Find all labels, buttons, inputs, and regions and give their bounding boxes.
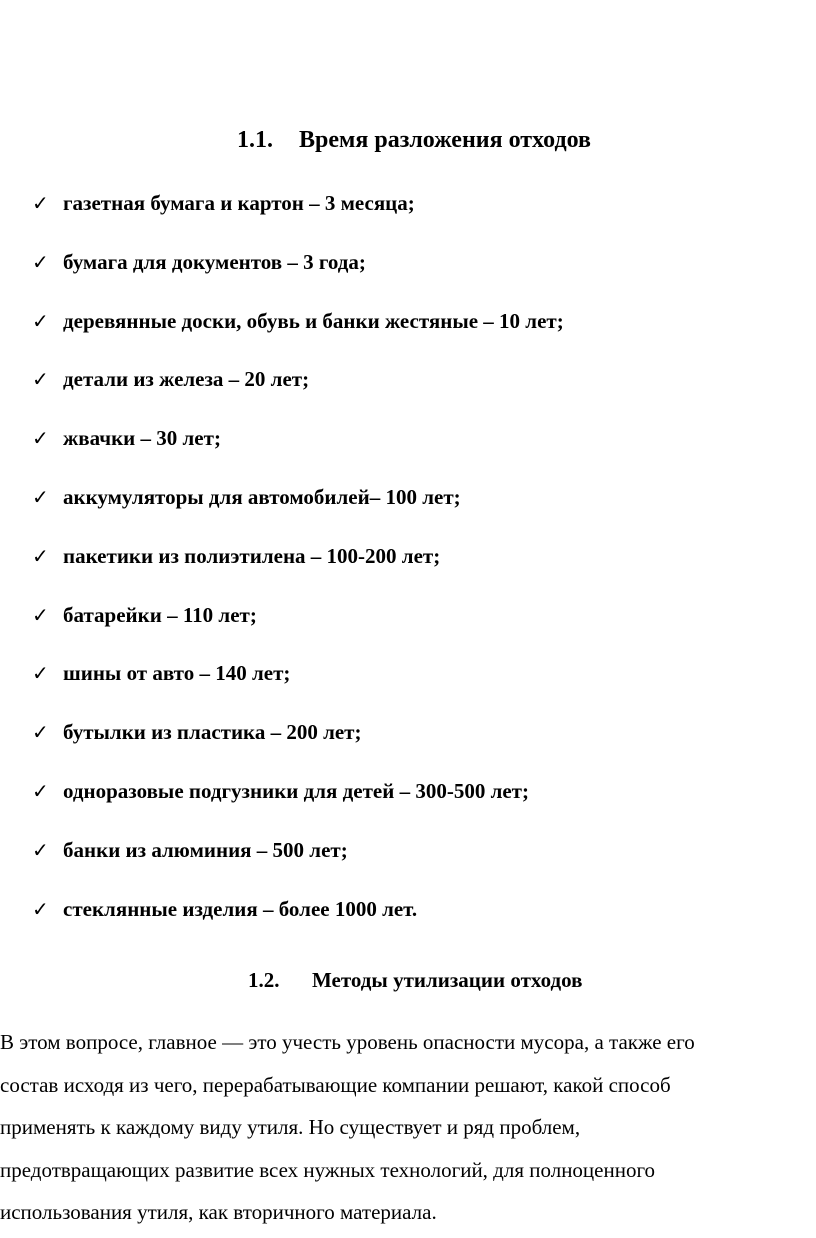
paragraph-line: предотвращающих развитие всех нужных технологий, для полноценного bbox=[0, 1157, 656, 1182]
list-item bbox=[32, 306, 564, 365]
list-item-text: одноразовые подгузники для детей – 300-500 лет; bbox=[63, 778, 529, 803]
checkmark-icon: ✓ bbox=[32, 484, 49, 509]
checkmark-icon: ✓ bbox=[32, 896, 49, 921]
list-item-text: газетная бумага и картон – 3 месяца; bbox=[63, 191, 415, 215]
list-item bbox=[32, 541, 564, 600]
list-item bbox=[32, 894, 564, 953]
heading-title: Методы утилизации отходов bbox=[312, 968, 583, 992]
checkmark-icon: ✓ bbox=[32, 426, 49, 451]
checkmark-icon: ✓ bbox=[32, 308, 49, 333]
list-item bbox=[32, 423, 564, 482]
checkmark-icon: ✓ bbox=[32, 191, 49, 215]
list-item-text: бумага для документов – 3 года; bbox=[63, 249, 366, 274]
heading-number: 1.1. bbox=[237, 127, 273, 153]
list-item bbox=[32, 600, 564, 659]
list-item bbox=[32, 482, 564, 541]
paragraph-line: применять к каждому виду утиля. Но существует и ряд проблем, bbox=[0, 1115, 581, 1139]
heading-title: Время разложения отходов bbox=[299, 127, 591, 153]
list-item bbox=[32, 364, 564, 423]
list-item-text: шины от авто – 140 лет; bbox=[63, 661, 291, 686]
list-item-text: деревянные доски, обувь и банки жестяные – 10 лет; bbox=[63, 308, 564, 333]
checkmark-icon: ✓ bbox=[32, 602, 49, 627]
list-item-text: банки из алюминия – 500 лет; bbox=[63, 837, 348, 862]
list-item-text: бутылки из пластика – 200 лет; bbox=[63, 720, 362, 745]
list-item-text: пакетики из полиэтилена – 100-200 лет; bbox=[63, 543, 441, 568]
heading-number: 1.2. bbox=[248, 968, 280, 992]
paragraph-line: использования утиля, как вторичного материала. bbox=[0, 1200, 437, 1224]
checkmark-icon: ✓ bbox=[32, 837, 49, 862]
list-item-text: жвачки – 30 лет; bbox=[63, 426, 221, 451]
paragraph-line: состав исходя из чего, перерабатывающие компании решают, какой способ bbox=[0, 1072, 671, 1097]
list-item-text: батарейки – 110 лет; bbox=[63, 602, 257, 627]
list-item bbox=[32, 247, 564, 306]
list-item bbox=[32, 658, 564, 717]
checkmark-icon: ✓ bbox=[32, 661, 49, 686]
list-item bbox=[32, 717, 564, 776]
checkmark-icon: ✓ bbox=[32, 543, 49, 568]
section-heading-1-1 bbox=[237, 127, 591, 154]
list-item-text: детали из железа – 20 лет; bbox=[63, 367, 310, 392]
list-item-text: стеклянные изделия – более 1000 лет. bbox=[63, 896, 418, 921]
list-item bbox=[32, 776, 564, 835]
decomposition-list bbox=[32, 188, 564, 952]
list-item bbox=[32, 188, 564, 247]
paragraph-line: В этом вопросе, главное — это учесть уровень опасности мусора, а также его bbox=[0, 1030, 695, 1054]
checkmark-icon: ✓ bbox=[32, 778, 49, 803]
body-paragraph bbox=[0, 1021, 812, 1234]
checkmark-icon: ✓ bbox=[32, 367, 49, 392]
section-heading-1-2 bbox=[248, 968, 582, 993]
checkmark-icon: ✓ bbox=[32, 720, 49, 745]
list-item bbox=[32, 835, 564, 894]
checkmark-icon: ✓ bbox=[32, 249, 49, 274]
list-item-text: аккумуляторы для автомобилей– 100 лет; bbox=[63, 484, 461, 509]
